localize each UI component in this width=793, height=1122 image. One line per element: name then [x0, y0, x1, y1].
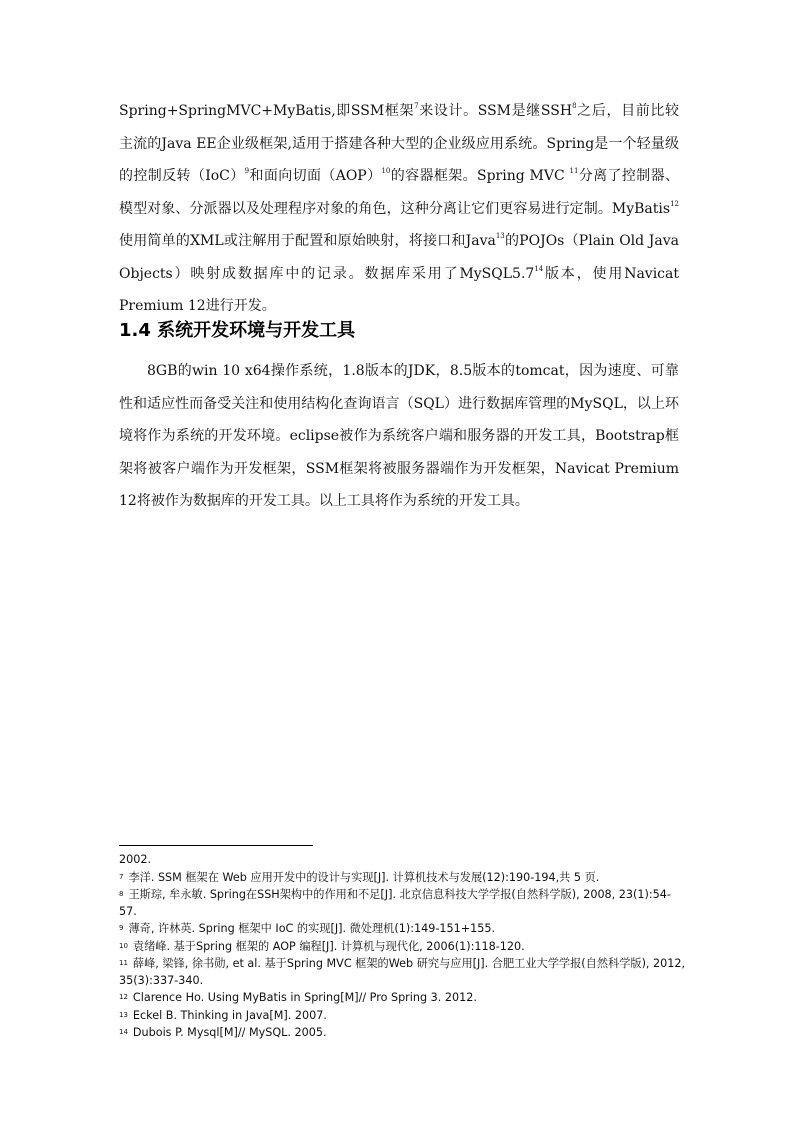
text-run: 的容器框架。Spring MVC: [390, 168, 570, 184]
footnote-text: 李洋. SSM 框架在 Web 应用开发中的设计与实现[J]. 计算机技术与发展(12):190-194,共 5 页.: [128, 870, 600, 884]
footnote-item: [119, 1024, 687, 1042]
footnote-number: 10: [119, 941, 128, 950]
body-paragraph-frameworks: [119, 95, 679, 323]
footnote-item: [119, 920, 687, 938]
text-run: 之后，目前比较主流的Java EE企业级框架,适用于搭建各种大型的企业级应用系统。Spring是一个轻量级的控制反转（IoC）: [119, 103, 679, 184]
footnote-text: 王斯琮, 牟永敏. Spring在SSH架构中的作用和不足[J]. 北京信息科技大学学报(自然科学版), 2008, 23(1):54-57.: [119, 888, 671, 918]
footnote-ref: 7: [414, 102, 419, 110]
footnotes: [119, 852, 687, 1042]
footnote-text: Clarence Ho. Using MyBatis in Spring[M]// Pro Spring 3. 2012.: [132, 991, 477, 1004]
footnote-ref: 11: [569, 167, 579, 175]
text-run: 使用简单的XML或注解用于配置和原始映射，将接口和Java: [119, 233, 496, 249]
footnote-text: Eckel B. Thinking in Java[M]. 2007.: [132, 1008, 327, 1022]
footnote-item: [119, 938, 687, 956]
footnote-item: [119, 886, 687, 920]
footnote-item: [119, 869, 687, 887]
footnote-item: [119, 1007, 687, 1025]
footnote-text: 薛峰, 梁锋, 徐书勋, et al. 基于Spring MVC 框架的Web 研究与应用[J]. 合肥工业大学学报(自然科学版), 2012, 35(3):337-340.: [119, 957, 686, 987]
footnote-ref: 10: [381, 167, 391, 175]
text-run: Spring+SpringMVC+MyBatis,即SSM框架: [119, 103, 415, 119]
footnote-text: 薄奇, 许林英. Spring 框架中 IoC 的实现[J]. 微处理机(1):149-151+155.: [128, 922, 496, 935]
text-run: 和面向切面（AOP）: [249, 168, 382, 184]
footnote-number: 12: [119, 993, 128, 1001]
footnote-number: 9: [119, 924, 124, 932]
footnote-item: [119, 955, 687, 989]
footnote-number: 14: [119, 1028, 128, 1036]
footnote-ref: 9: [244, 167, 250, 175]
footnote-number: 13: [119, 1010, 128, 1019]
text-run: 分离了控制器、模型对象、分派器以及处理程序对象的角色，这种分离让它们更容易进行定制。MyBatis: [119, 168, 680, 217]
footnote-ref: 13: [495, 232, 505, 240]
footnote-separator: [119, 845, 313, 846]
footnote-text: 2002.: [119, 853, 152, 866]
section-heading: 1.4 系统开发环境与开发工具: [119, 320, 356, 341]
footnote-text: Dubois P. Mysql[M]// MySQL. 2005.: [132, 1026, 327, 1039]
footnote-number: 11: [119, 959, 128, 967]
footnote-ref: 8: [572, 102, 577, 110]
text-run: 版本，使用Navicat Premium 12进行开发。: [119, 265, 679, 314]
text-run: 来设计。SSM是继SSH: [418, 103, 573, 119]
footnote-text: 袁绪峰. 基于Spring 框架的 AOP 编程[J]. 计算机与现代化, 2006(1):118-120.: [132, 939, 525, 953]
text-run: 的POJOs（Plain Old Java Objects）映射成数据库中的记录。数据库采用了MySQL5.7: [119, 233, 679, 282]
footnote-ref: 12: [670, 199, 679, 208]
footnote-ref: 14: [534, 264, 544, 273]
footnote-number: 8: [119, 890, 124, 898]
footnote-number: 7: [119, 872, 124, 881]
footnote-item: [119, 989, 687, 1007]
footnote-item: [119, 852, 687, 869]
body-paragraph-environment: 8GB的win 10 x64操作系统，1.8版本的JDK，8.5版本的tomcat，因为速度、可靠性和适应性而备受关注和使用结构化查询语言（SQL）进行数据库管理的MySQL，以上环境将作为系统的开发环境。eclipse被作为系统客户端和服务器的开发工具，Bootstrap框架将被客户端作为开发框架，SSM框架将被服务器端作为开发框架，Navicat Premium 12将被作为数据库的开发工具。以上工具将作为系统的开发工具。: [119, 363, 679, 509]
